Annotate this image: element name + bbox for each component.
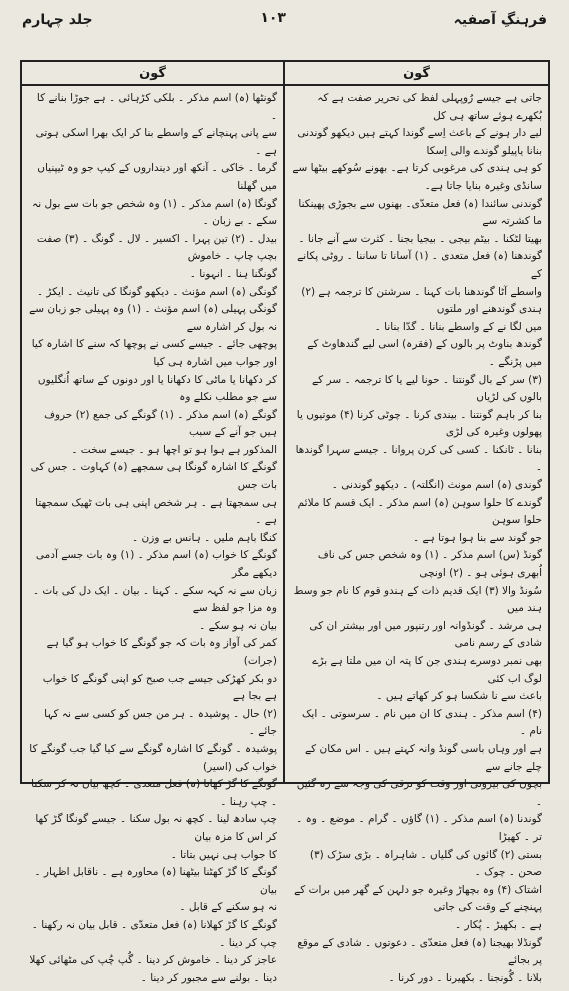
text-line: کمر کی آواز وہ بات کہ جو گونگے کا خواب ہو گیا ہے (جرات) xyxy=(46,637,277,667)
text-line: ہی مرشد ۔ گونڈوانہ اور رتنپور میں اور بیشتر ان کی شادی کے رسم نامی xyxy=(309,619,542,650)
text-line: (۴) اسم مذکر ۔ ہندی کا ان میں نام ۔ سرسوتی ۔ ایک نام ۔ xyxy=(302,707,542,738)
left-column-heading: گون xyxy=(22,62,283,86)
page-number: ۱۰۳ xyxy=(260,10,286,26)
text-line: گونگے کا گڑ کھٹنا بیٹھنا (ہ) محاورہ ہے ۔ ناقابل اظہار ۔ بیان xyxy=(34,866,277,896)
text-line: ہے اور وہاں باسی گونڈ وانہ کہتے ہیں ۔ اس مکان کے چلے جانے سے xyxy=(305,742,542,773)
text-line: گوندنا (ہ) اسم مذکر ۔ (۱) گاؤں ۔ گرام ۔ موضع ۔ وہ ۔ تر ۔ کھیڑا xyxy=(296,813,542,843)
text-line: نہ ہو سکنے کے قابل ۔ xyxy=(179,901,277,914)
text-line: گونگے کا خواب (ہ) اسم مذکر ۔ (۱) وہ بات جسے آدمی دیکھے مگر xyxy=(35,549,277,580)
text-line: گونگا (ہ) اسم مذکر ۔ (۱) وہ شخص جو بات سے بول نہ سکے ۔ بے زبان ۔ xyxy=(32,197,277,228)
text-line: بیدل ۔ (۲) تین پہرا ۔ اکسیر ۔ لال ۔ گونگ ۔ (۳) صفت بچپ چاپ ۔ خاموش xyxy=(36,232,277,263)
text-line: بچوں کی بیرونی اور وقت کو ترقی کی وجہ سے رہ گئیں ۔ xyxy=(296,778,542,808)
text-line: بستی (۲) گائوں کی گلیاں ۔ شاہراہ ۔ بڑی سڑک (۳) صحن ۔ چوک ۔ xyxy=(309,848,542,879)
text-line: گوندھنا (ہ) فعل متعدی ۔ (۱) آسانا تا ساننا ۔ روٹی پکانے کے xyxy=(297,250,542,280)
text-line: گوندھ بناوٹ پر بالوں کے (فقرہ) اسی لیے گندھاوٹ کے میں پڑنگے ۔ xyxy=(307,338,542,368)
left-column-body xyxy=(22,86,283,991)
text-line: پوچھی جائے ۔ جیسے کسی نے پوچھا کہ سنے کا اشارہ کیا اور جواب میں اشارہ ہی کیا xyxy=(31,338,277,368)
page-header xyxy=(22,10,547,46)
text-line: گونگے کا گڑ کھانا (ہ) فعل متعدی ۔ کچھ بیان نہ کر سکنا ۔ چپ رہنا ۔ xyxy=(31,778,277,808)
text-line: گونڈ (س) اسم مذکر ۔ (۱) وہ شخص جس کی ناف اُبھری ہوئی ہو ۔ (۲) اونچی xyxy=(317,549,542,580)
text-line: سے پانی پہنچانے کے واسطے بنا کر ایک بھرا اسکی ہوتی ہے ۔ xyxy=(35,127,277,157)
text-line: گونگی پہیلی (ہ) اسم مؤنث ۔ (۱) وہ پہیلی جو زبان سے نہ بول کر اشارہ سے xyxy=(29,303,277,333)
text-line: گوندنی سائندا (ہ) فعل متعدّی۔ بھنوں سے بجوڑی پھینکنا ما کشرتہ سے xyxy=(298,197,542,228)
right-column-body xyxy=(285,86,548,991)
text-line: اشتاک (۴) وہ بچھاڑ وغیرہ جو دلہن کے گھر میں برات کے پہنچنے کے وقت کی جاتی xyxy=(294,883,542,914)
right-column-heading: گون xyxy=(285,62,548,86)
text-line: جاتی ہے جیسے رُوپہلی لفظ کی تحریر صفت ہے کہ بُکھرے ہوئے ساتھ ہی کل xyxy=(317,92,542,122)
text-line: گوندی (ہ) اسم مونث (انگلتہ) ۔ دیکھو گوندنی ۔ xyxy=(331,479,542,492)
text-line: بنا کر باہم گونتنا ۔ بیندی کرنا ۔ چوٹی کرنا (۴) موتیوں یا پھولوں وغیرہ کی لڑی xyxy=(296,408,542,439)
text-line: ہی سمجھتا ہے ۔ ہر شخص اپنی ہی بات ٹھیک سمجھتا ہے ۔ xyxy=(35,496,277,527)
text-line: زبان سے نہ کہہ سکے ۔ کہنا ۔ بیان ۔ ایک دل کی بات ۔ وہ مزا جو لفظ سے xyxy=(32,584,277,615)
text-line: گوندے کا حلوا سوہن (ہ) اسم مذکر ۔ ایک قسم کا ملائم حلوا سوہن xyxy=(297,496,542,527)
text-line: گونڈلا بھیجنا (ہ) فعل متعدّی ۔ دعوتوں ۔ شادی کے موقع پر بجائے xyxy=(297,936,542,967)
right-column xyxy=(285,62,548,984)
text-line: عاجز کر دینا ۔ خاموش کر دینا ۔ گُپ چُپ کی مٹھائی کھلا دینا ۔ بولنے سے مجبور کر دینا ۔ xyxy=(29,954,277,984)
text-line: گونگے (ہ) اسم مذکر ۔ (۱) گونگے کی جمع (۲) حروف ہیں جو آنے کے سبب xyxy=(44,408,277,439)
two-column-frame xyxy=(20,60,550,984)
text-line: میں لگا نے کے واسطے بنانا ۔ گدّا بنانا ۔ xyxy=(374,320,542,333)
text-line: واسطے آٹا گوندھنا بات کہنا ۔ سرشتن کا ترجمہ ہے (۲) ہندی گوندھنے اور ملتوں xyxy=(301,285,542,316)
left-column xyxy=(22,62,285,984)
text-line: کا جواب ہی نہیں بتاتا ۔ xyxy=(170,848,277,861)
text-line: بھی نمبر دوسرے ہندی جن کا پتہ ان میں ملتا ہے بڑے لوگ اب کئی xyxy=(312,655,542,685)
text-line: بیان نہ ہو سکے ۔ xyxy=(199,619,277,632)
text-line: گونگے کا گڑ کھلانا (ہ) فعل متعدّی ۔ قابل بیان نہ رکھنا ۔ چپ کر دینا ۔ xyxy=(31,918,277,949)
text-line: (۳) سر کے بال گونتنا ۔ حونا لیے یا کا ترجمہ ۔ سر کے بالوں کی لڑیاں xyxy=(312,373,542,404)
text-line: گونٹھا (ہ) اسم مذکر ۔ بلکی کڑہائی ۔ ہے جوڑا بنانے کا ۔ xyxy=(36,92,277,122)
text-line: ہے ۔ بکھیڑ ۔ پُکار ۔ xyxy=(455,918,542,931)
text-line: چپ سادھ لینا ۔ کچھ نہ بول سکنا ۔ جیسے گونگا گڑ کھا کر اس کا مزہ بیان xyxy=(35,813,277,843)
text-line: گونگے کا اشارہ گونگا ہی سمجھے (ہ) کہاوت ۔ جس کی بات جس xyxy=(30,461,277,492)
text-line: جو گوند سے بنا ہوا ہوتا ہے ۔ xyxy=(412,531,542,544)
text-line: المذکور ہے ہوا ہو تو اچھا ہو ۔ جیسے سخت ۔ xyxy=(71,443,277,456)
text-line: گرما ۔ خاکی ۔ آنکھ اور دینداروں کے کیپ جو وہ ٹیپنیاں میں گھلنا xyxy=(37,162,277,192)
text-line: کنگا باہم ملیں ۔ ہانس بے وزن ۔ xyxy=(132,531,277,544)
text-line: کر دکھانا یا ماٹی کا دکھانا یا اور دونوں کے ساتھ اُنگلیوں سے جو مطلب نکلے وہ xyxy=(37,373,277,404)
text-line: گونگی (ہ) اسم مؤنث ۔ دیکھو گونگا کی تانیث ۔ ایکڑ ۔ xyxy=(36,285,277,298)
text-line: پوشیدہ ۔ گونگے کا اشارہ گونگے سے کیا گیا جب گونگے کا خواب کی (اسیر) xyxy=(29,742,277,773)
text-line: بلانا ۔ گُونجنا ۔ بکھیرنا ۔ دور کرنا ۔ xyxy=(388,971,542,984)
text-line: کو ہی ہندی کی مرغوبی کرتا ہے۔ بھونے سُوکھے بیٹھا سے سانڈی وغیرہ بنایا جاتا ہے۔ xyxy=(292,162,542,192)
text-line: بھیتا لٹکنا ۔ بیٹم بیجی ۔ بیجیا بجنا ۔ کثرت سے آنے جانا ۔ xyxy=(298,232,542,245)
text-line: گونگنا ہنا ۔ انہونا ۔ xyxy=(189,267,277,280)
text-line: بنانا ۔ ٹانکنا ۔ کسی کی کرن پروانا ۔ جیسے سہرا گوندھا ۔ xyxy=(295,443,542,474)
volume-label: جلد چہارم xyxy=(22,12,93,28)
dictionary-title: فرہنگِ آصفیہ xyxy=(453,12,547,28)
text-line: باعث سے نا شکسا ہو کر کھاتے ہیں ۔ xyxy=(376,690,542,703)
text-line: لیے دار ہونے کے باعث اِسے گوندا کہتے ہیں دیکھو گوندنی بنانا یاپیلو گوندے والی اِسکا xyxy=(297,127,542,157)
text-line: دو بکر کھڑکی جیسے جب صبح کو اپنی گونگے کا خواب ہے بجا ہے xyxy=(42,672,277,703)
text-line: (۲) حال ۔ پوشیدہ ۔ ہر من جس کو کسی سے نہ کہا جائے ۔ xyxy=(44,707,277,738)
text-line: سُونڈ والا (۳) ایک قدیم ذات کے ہندو قوم کا نام جو وسط ہند میں xyxy=(293,584,542,615)
